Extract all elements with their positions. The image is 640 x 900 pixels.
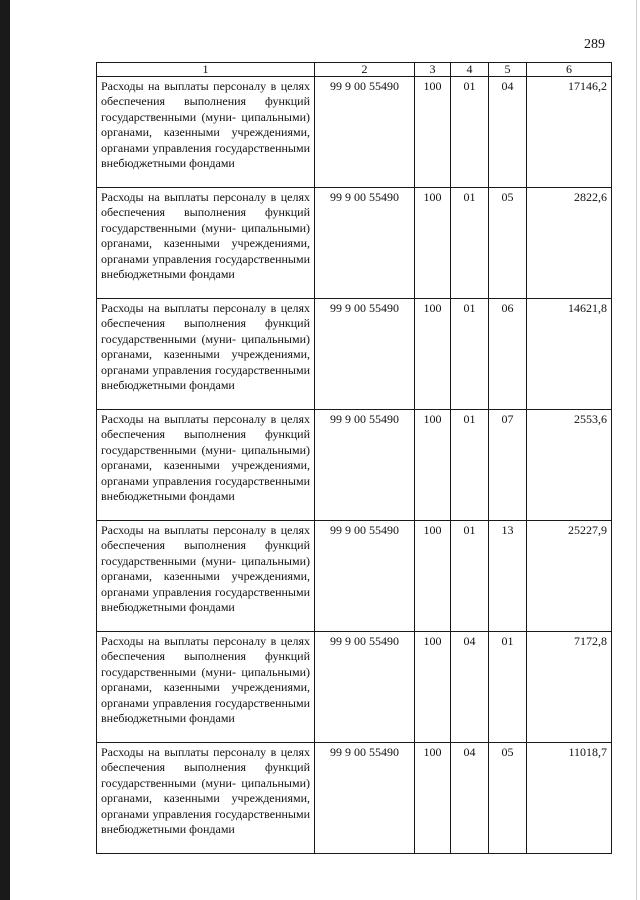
column-header-5: 5 [489,63,527,77]
subsection-code: 04 [489,77,527,188]
amount-value: 14621,8 [527,299,612,410]
expense-description: Расходы на выплаты персоналу в целях обеспечения выполнения функций государственными (муни- ципальными) органами, казенными учреждениями, органами управления государственными внебюджетными фондами [97,521,315,632]
target-code: 99 9 00 55490 [315,299,415,410]
target-code: 99 9 00 55490 [315,632,415,743]
table-row [97,521,612,632]
expense-description: Расходы на выплаты персоналу в целях обеспечения выполнения функций государственными (муни- ципальными) органами, казенными учреждениями, органами управления государственными внебюджетными фондами [97,188,315,299]
target-code: 99 9 00 55490 [315,77,415,188]
amount-value: 25227,9 [527,521,612,632]
table-row [97,299,612,410]
table-row [97,188,612,299]
table-row [97,410,612,521]
scan-border-right [636,0,637,900]
expense-type-code: 100 [415,299,451,410]
amount-value: 2553,6 [527,410,612,521]
section-code: 01 [451,188,489,299]
section-code: 01 [451,410,489,521]
section-code: 01 [451,521,489,632]
amount-value: 11018,7 [527,743,612,854]
expense-type-code: 100 [415,743,451,854]
section-code: 01 [451,77,489,188]
page-number: 289 [584,37,605,52]
expense-type-code: 100 [415,632,451,743]
subsection-code: 01 [489,632,527,743]
amount-value: 2822,6 [527,188,612,299]
column-header-1: 1 [97,63,315,77]
target-code: 99 9 00 55490 [315,188,415,299]
section-code: 04 [451,743,489,854]
column-header-2: 2 [315,63,415,77]
subsection-code: 05 [489,743,527,854]
section-code: 04 [451,632,489,743]
amount-value: 17146,2 [527,77,612,188]
expense-description: Расходы на выплаты персоналу в целях обеспечения выполнения функций государственными (муни- ципальными) органами, казенными учреждениями, органами управления государственными внебюджетными фондами [97,77,315,188]
amount-value: 7172,8 [527,632,612,743]
expense-type-code: 100 [415,410,451,521]
budget-table [96,62,612,854]
table-row [97,632,612,743]
table-row [97,743,612,854]
expense-type-code: 100 [415,77,451,188]
table-row [97,77,612,188]
target-code: 99 9 00 55490 [315,743,415,854]
target-code: 99 9 00 55490 [315,410,415,521]
column-header-3: 3 [415,63,451,77]
subsection-code: 13 [489,521,527,632]
section-code: 01 [451,299,489,410]
scan-border-left [0,0,10,900]
column-header-4: 4 [451,63,489,77]
expense-description: Расходы на выплаты персоналу в целях обеспечения выполнения функций государственными (муни- ципальными) органами, казенными учреждениями, органами управления государственными внебюджетными фондами [97,743,315,854]
subsection-code: 06 [489,299,527,410]
expense-description: Расходы на выплаты персоналу в целях обеспечения выполнения функций государственными (муни- ципальными) органами, казенными учреждениями, органами управления государственными внебюджетными фондами [97,299,315,410]
expense-description: Расходы на выплаты персоналу в целях обеспечения выполнения функций государственными (муни- ципальными) органами, казенными учреждениями, органами управления государственными внебюджетными фондами [97,632,315,743]
target-code: 99 9 00 55490 [315,521,415,632]
subsection-code: 05 [489,188,527,299]
column-header-6: 6 [527,63,612,77]
expense-type-code: 100 [415,188,451,299]
table-header-row [97,63,612,77]
expense-description: Расходы на выплаты персоналу в целях обеспечения выполнения функций государственными (муни- ципальными) органами, казенными учреждениями, органами управления государственными внебюджетными фондами [97,410,315,521]
expense-type-code: 100 [415,521,451,632]
subsection-code: 07 [489,410,527,521]
